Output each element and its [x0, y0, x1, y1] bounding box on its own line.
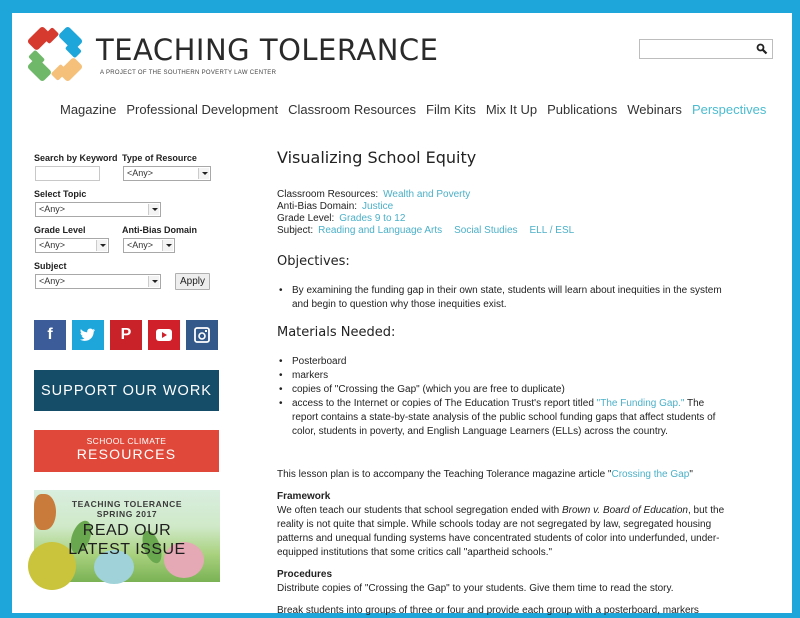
nav-webinars[interactable]: Webinars [627, 102, 682, 117]
materials-heading: Materials Needed: [277, 325, 396, 340]
grade-select[interactable] [35, 238, 109, 253]
accompany-text: This lesson plan is to accompany the Teaching Tolerance magazine article " [277, 469, 612, 480]
chevron-down-icon [148, 276, 159, 287]
latest-issue-banner[interactable] [34, 490, 220, 582]
domain-select-value: <Any> [127, 240, 154, 250]
teaching-tolerance-logo-icon[interactable] [22, 21, 88, 87]
framework-text: , but the reality is not quite that simple. While schools today are not segregated by law, segregated housing patterns and unequal funding systems have concentrated students of color into underfunded, under-equipped institutions that some critics call "apartheid schools." [277, 505, 725, 558]
meta-label: Grade Level: [277, 213, 335, 224]
meta-classroom [277, 189, 586, 201]
procedures-heading: Procedures [277, 569, 333, 580]
page [12, 13, 792, 616]
social-links [34, 320, 218, 350]
facebook-icon[interactable]: f [34, 320, 66, 350]
domain-link[interactable]: Justice [362, 201, 394, 212]
subject-link[interactable]: ELL / ESL [529, 225, 575, 236]
resource-meta [277, 189, 586, 237]
pinterest-icon[interactable]: P [110, 320, 142, 350]
grade-link[interactable]: Grades 9 to 12 [339, 213, 406, 224]
topic-select-value: <Any> [39, 204, 66, 214]
chevron-down-icon [162, 240, 173, 251]
list-item: • markers [277, 369, 722, 383]
grade-label: Grade Level [34, 225, 86, 235]
procedures-section [277, 568, 732, 618]
keyword-input[interactable] [35, 166, 100, 181]
objectives-list [277, 284, 722, 312]
keyword-label: Search by Keyword [34, 153, 118, 163]
chevron-down-icon [198, 168, 209, 179]
subject-select-value: <Any> [39, 276, 66, 286]
meta-subject [277, 225, 586, 237]
subject-link[interactable]: Reading and Language Arts [318, 225, 443, 236]
list-item: • Posterboard [277, 355, 722, 369]
youtube-icon[interactable] [148, 320, 180, 350]
nav-perspectives[interactable]: Perspectives [691, 102, 767, 117]
nav-classroom-resources[interactable]: Classroom Resources [288, 102, 416, 117]
meta-label: Classroom Resources: [277, 189, 379, 200]
list-item: • copies of "Crossing the Gap" (which you are free to duplicate) [277, 383, 722, 397]
type-select-value: <Any> [127, 168, 154, 178]
accompany-text: " [689, 469, 693, 480]
subject-link[interactable]: Social Studies [454, 225, 518, 236]
crossing-the-gap-link[interactable]: Crossing the Gap [611, 469, 690, 480]
nav-magazine[interactable]: Magazine [60, 102, 117, 117]
meta-grade [277, 213, 586, 225]
classroom-resource-link[interactable]: Wealth and Poverty [383, 189, 471, 200]
topic-select[interactable] [35, 202, 161, 217]
issue-line3: READ OUR [82, 522, 172, 539]
procedures-text: Break students into groups of three or four and provide each group with a posterboard, markers [277, 605, 699, 616]
twitter-icon[interactable] [72, 320, 104, 350]
framework-case-name: Brown v. Board of Education [562, 505, 688, 516]
meta-label: Subject: [277, 225, 314, 236]
instagram-icon[interactable] [186, 320, 218, 350]
procedures-text: Distribute copies of "Crossing the Gap" to your students. Give them time to read the story. [277, 583, 674, 594]
grade-select-value: <Any> [39, 240, 66, 250]
chevron-down-icon [148, 204, 159, 215]
climate-line1: SCHOOL CLIMATE [86, 436, 167, 446]
main-nav [60, 102, 776, 117]
issue-line2: SPRING 2017 [96, 509, 158, 519]
nav-professional-development[interactable]: Professional Development [126, 102, 279, 117]
type-label: Type of Resource [122, 153, 197, 163]
issue-line1: TEACHING TOLERANCE [71, 499, 183, 509]
chevron-down-icon [96, 240, 107, 251]
list-item [277, 397, 722, 439]
subject-select[interactable] [35, 274, 161, 289]
nav-publications[interactable]: Publications [547, 102, 618, 117]
materials-list [277, 355, 722, 439]
meta-label: Anti-Bias Domain: [277, 201, 358, 212]
school-climate-resources-button[interactable] [34, 430, 219, 472]
nav-film-kits[interactable]: Film Kits [426, 102, 476, 117]
domain-label: Anti-Bias Domain [122, 225, 198, 235]
page-title: Visualizing School Equity [277, 148, 477, 167]
framework-section [277, 490, 732, 560]
meta-domain [277, 201, 586, 213]
issue-line4: LATEST ISSUE [68, 541, 186, 558]
framework-heading: Framework [277, 491, 331, 502]
domain-select[interactable] [123, 238, 175, 253]
topic-label: Select Topic [34, 189, 87, 199]
type-select[interactable] [123, 166, 211, 181]
brand-subtitle: A PROJECT OF THE SOUTHERN POVERTY LAW CENTER [100, 70, 277, 76]
subject-label: Subject [34, 261, 67, 271]
framework-text: We often teach our students that school segregation ended with [277, 505, 562, 516]
apply-button[interactable]: Apply [175, 273, 210, 290]
material-text: access to the Internet or copies of The Education Trust's report titled [292, 398, 597, 409]
search-input[interactable] [639, 39, 773, 59]
material-text: The report contains a state-by-state analysis of the public school funding gaps that affect students of color, students in poverty, and English Language Learners (ELLs) across the country. [292, 398, 716, 437]
climate-line2: RESOURCES [76, 446, 177, 462]
objectives-heading: Objectives: [277, 254, 350, 269]
search-icon[interactable] [756, 43, 768, 55]
support-our-work-button[interactable]: SUPPORT OUR WORK [34, 370, 219, 411]
nav-mix-it-up[interactable]: Mix It Up [485, 102, 538, 117]
list-item: • By examining the funding gap in their own state, students will learn about inequities in the system and begin to question why those inequities exist. [277, 284, 722, 312]
accompany-paragraph [277, 468, 732, 482]
brand-title[interactable]: TEACHING TOLERANCE [96, 33, 439, 67]
funding-gap-link[interactable]: "The Funding Gap." [596, 398, 685, 409]
